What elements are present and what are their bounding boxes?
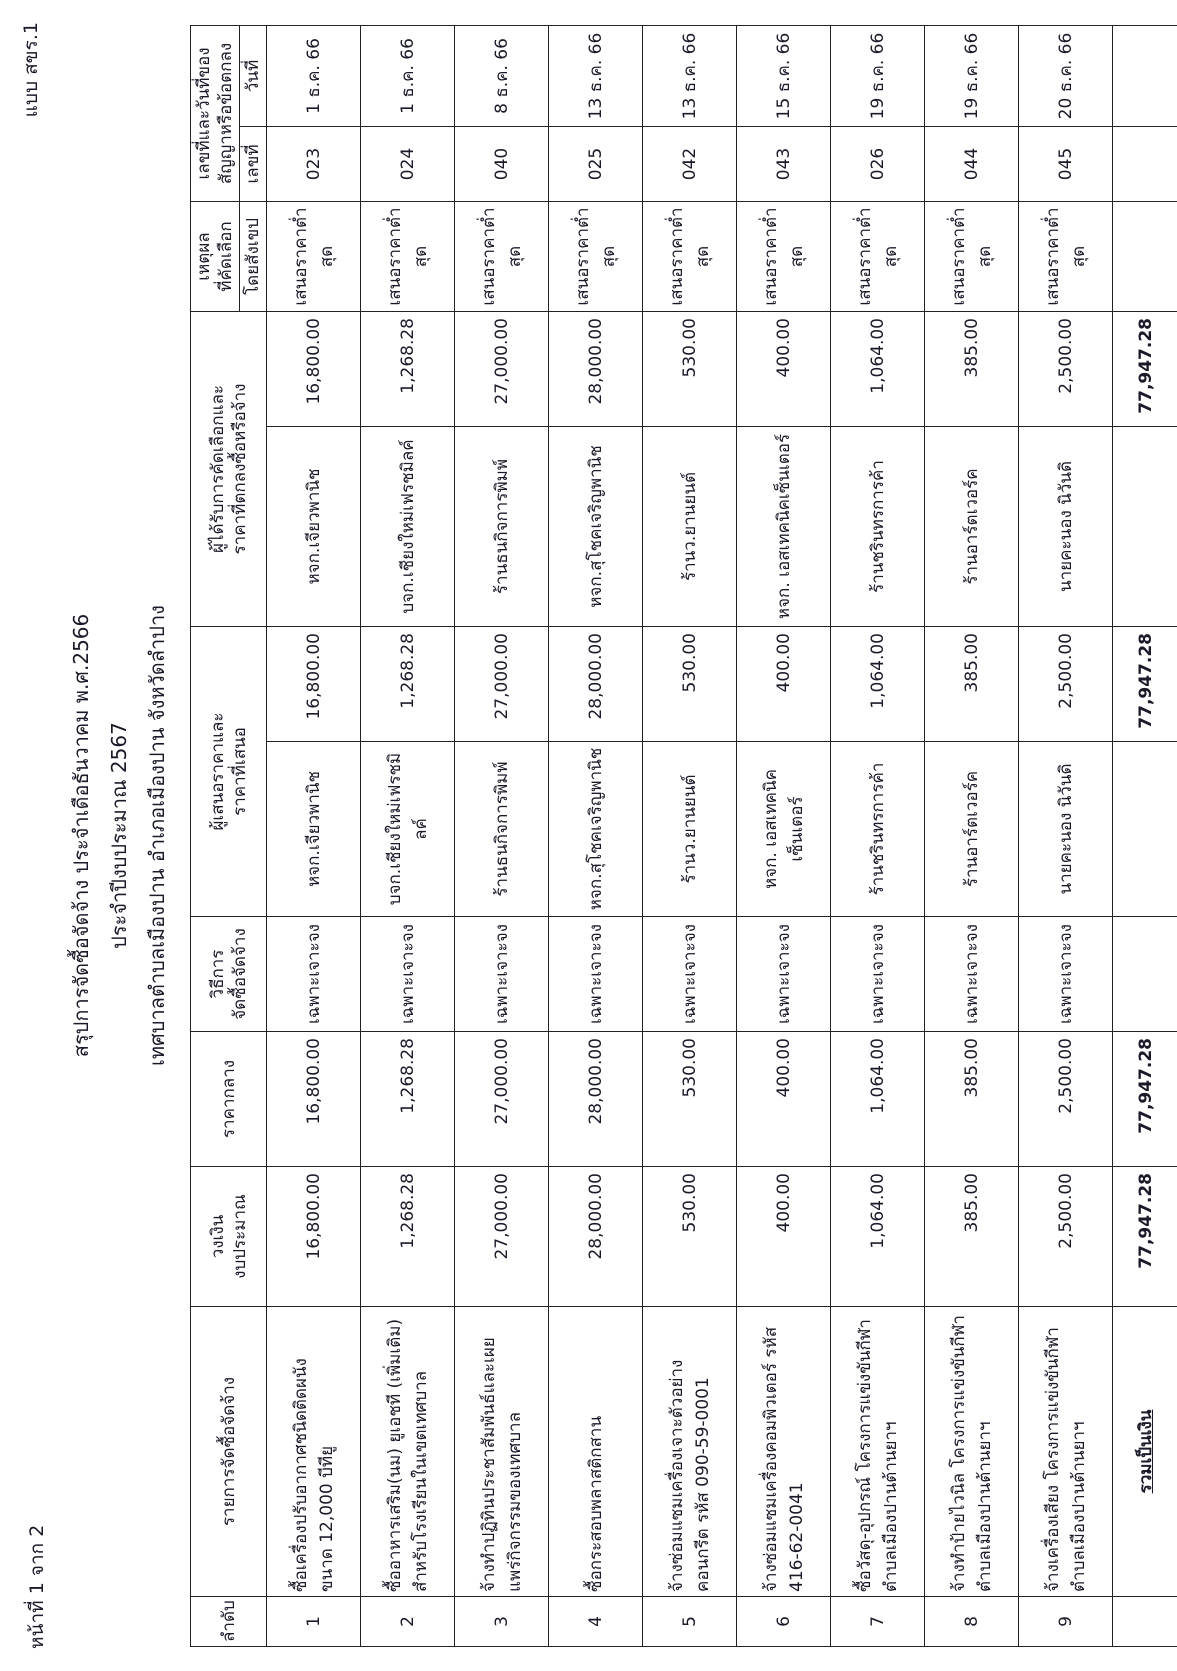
row-win-price: 28,000.00 bbox=[549, 312, 643, 427]
row-winner: หจก.เจียวพานิช bbox=[267, 427, 361, 627]
row-contract-no: 044 bbox=[925, 127, 1019, 202]
table-header-row bbox=[191, 25, 240, 1646]
row-budget: 27,000.00 bbox=[455, 1167, 549, 1307]
row-reason: เสนอราคาต่ำสุด bbox=[925, 202, 1019, 312]
row-method: เฉพาะเจาะจง bbox=[737, 917, 831, 1032]
row-item: ซื้อเครื่องปรับอากาศชนิดติดผนัง ขนาด 12,000 บีทียู bbox=[267, 1307, 361, 1597]
row-bid-price: 400.00 bbox=[737, 627, 831, 742]
row-no: 4 bbox=[549, 1597, 643, 1647]
row-reason: เสนอราคาต่ำสุด bbox=[361, 202, 455, 312]
row-contract-no: 040 bbox=[455, 127, 549, 202]
row-no: 9 bbox=[1019, 1597, 1113, 1647]
row-median: 1,064.00 bbox=[831, 1032, 925, 1167]
row-item: จ้างทำปฏิทินประชาสัมพันธ์และเผยแพร่กิจกรรมของเทศบาล bbox=[455, 1307, 549, 1597]
row-median: 1,268.28 bbox=[361, 1032, 455, 1167]
col-method: วิธีการ จัดซื้อจัดจ้าง bbox=[191, 917, 267, 1032]
total-bid: 77,947.28 bbox=[1113, 627, 1177, 742]
title-line-2: ประจำปีงบประมาณ 2567 bbox=[107, 722, 131, 949]
table-row bbox=[267, 25, 361, 1646]
row-median: 385.00 bbox=[925, 1032, 1019, 1167]
col-budget: วงเงิน งบประมาณ bbox=[191, 1167, 267, 1307]
row-bidder: หจก.สุโชคเจริญพานิช bbox=[549, 742, 643, 917]
row-item: จ้างซ่อมแซมเครื่องคอมพิวเตอร์ รหัส 416-62-0041 bbox=[737, 1307, 831, 1597]
row-win-price: 27,000.00 bbox=[455, 312, 549, 427]
col-reason-sub: โดยสังเขป bbox=[240, 202, 267, 312]
row-median: 28,000.00 bbox=[549, 1032, 643, 1167]
row-bid-price: 2,500.00 bbox=[1019, 627, 1113, 742]
row-reason: เสนอราคาต่ำสุด bbox=[267, 202, 361, 312]
row-method: เฉพาะเจาะจง bbox=[267, 917, 361, 1032]
row-bidder: หจก. เอสเทคนิคเซ็นเตอร์ bbox=[737, 742, 831, 917]
row-win-price: 385.00 bbox=[925, 312, 1019, 427]
row-no: 8 bbox=[925, 1597, 1019, 1647]
row-median: 16,800.00 bbox=[267, 1032, 361, 1167]
row-method: เฉพาะเจาะจง bbox=[361, 917, 455, 1032]
row-contract-no: 042 bbox=[643, 127, 737, 202]
col-reason: เหตุผล ที่คัดเลือก bbox=[191, 202, 240, 312]
form-code: แบบ สขร.1 bbox=[20, 22, 42, 118]
row-method: เฉพาะเจาะจง bbox=[1019, 917, 1113, 1032]
row-contract-no: 043 bbox=[737, 127, 831, 202]
row-median: 27,000.00 bbox=[455, 1032, 549, 1167]
row-method: เฉพาะเจาะจง bbox=[925, 917, 1019, 1032]
row-winner: บจก.เชียงใหม่เฟรชมิลค์ bbox=[361, 427, 455, 627]
row-item: จ้างทำป้ายไวนิล โครงการแข่งขันกีฬาตำบลเมืองปานต้านยาฯ bbox=[925, 1307, 1019, 1597]
row-bidder: ร้านอาร์ตเวอร์ค bbox=[925, 742, 1019, 917]
row-no: 1 bbox=[267, 1597, 361, 1647]
row-date: 19 ธ.ค. 66 bbox=[925, 25, 1019, 126]
row-median: 530.00 bbox=[643, 1032, 737, 1167]
row-contract-no: 026 bbox=[831, 127, 925, 202]
row-bid-price: 16,800.00 bbox=[267, 627, 361, 742]
row-date: 13 ธ.ค. 66 bbox=[549, 25, 643, 126]
row-winner: ร้านธนกิจการพิมพ์ bbox=[455, 427, 549, 627]
row-budget: 530.00 bbox=[643, 1167, 737, 1307]
row-no: 6 bbox=[737, 1597, 831, 1647]
row-budget: 385.00 bbox=[925, 1167, 1019, 1307]
table-row bbox=[1019, 25, 1113, 1646]
row-budget: 400.00 bbox=[737, 1167, 831, 1307]
row-item: ซื้อวัสดุ-อุปกรณ์ โครงการแข่งขันกีฬาตำบลเมืองปานต้านยาฯ bbox=[831, 1307, 925, 1597]
title-line-1: สรุปการจัดซื้อจัดจ้าง ประจำเดือธันวาคม พ.ศ.2566 bbox=[69, 613, 93, 1058]
row-bidder: หจก.เจียวพานิช bbox=[267, 742, 361, 917]
col-contract-no: เลขที่ bbox=[240, 127, 267, 202]
row-win-price: 2,500.00 bbox=[1019, 312, 1113, 427]
row-bidder: ร้านธนกิจการพิมพ์ bbox=[455, 742, 549, 917]
row-contract-no: 025 bbox=[549, 127, 643, 202]
table-row bbox=[361, 25, 455, 1646]
col-no: ลำดับ bbox=[191, 1597, 267, 1647]
row-date: 19 ธ.ค. 66 bbox=[831, 25, 925, 126]
row-reason: เสนอราคาต่ำสุด bbox=[831, 202, 925, 312]
row-bidder: นายคะนอง นิวันดิ bbox=[1019, 742, 1113, 917]
row-median: 2,500.00 bbox=[1019, 1032, 1113, 1167]
row-bid-price: 28,000.00 bbox=[549, 627, 643, 742]
table-row bbox=[549, 25, 643, 1646]
col-item: รายการจัดซื้อจัดจ้าง bbox=[191, 1307, 267, 1597]
row-method: เฉพาะเจาะจง bbox=[643, 917, 737, 1032]
row-bid-price: 530.00 bbox=[643, 627, 737, 742]
row-item: จ้างเครื่องเสียง โครงการแข่งขันกีฬาตำบลเมืองปานต้านยาฯ bbox=[1019, 1307, 1113, 1597]
row-reason: เสนอราคาต่ำสุด bbox=[1019, 202, 1113, 312]
table-row bbox=[643, 25, 737, 1646]
row-win-price: 530.00 bbox=[643, 312, 737, 427]
col-median: ราคากลาง bbox=[191, 1032, 267, 1167]
row-reason: เสนอราคาต่ำสุด bbox=[737, 202, 831, 312]
row-no: 2 bbox=[361, 1597, 455, 1647]
row-win-price: 1,268.28 bbox=[361, 312, 455, 427]
row-win-price: 16,800.00 bbox=[267, 312, 361, 427]
row-bidder: ร้านชรินทรการค้า bbox=[831, 742, 925, 917]
document-title bbox=[62, 0, 176, 1671]
title-line-3: เทศบาลตำบลเมืองปาน อำเภอเมืองปาน จังหวัดลำปาง bbox=[145, 605, 169, 1066]
col-bidder: ผู้เสนอราคาและ ราคาที่เสนอ bbox=[191, 627, 267, 917]
table-row bbox=[737, 25, 831, 1646]
row-win-price: 1,064.00 bbox=[831, 312, 925, 427]
row-budget: 1,064.00 bbox=[831, 1167, 925, 1307]
table-body bbox=[267, 25, 1113, 1646]
row-contract-no: 024 bbox=[361, 127, 455, 202]
row-bid-price: 27,000.00 bbox=[455, 627, 549, 742]
col-contract-date: วันที่ bbox=[240, 25, 267, 126]
row-winner: นายคะนอง นิวันดิ bbox=[1019, 427, 1113, 627]
row-budget: 28,000.00 bbox=[549, 1167, 643, 1307]
row-winner: หจก. เอสเทคนิคเซ็นเตอร์ bbox=[737, 427, 831, 627]
row-bid-price: 1,268.28 bbox=[361, 627, 455, 742]
row-winner: ร้านชรินทรการค้า bbox=[831, 427, 925, 627]
col-winner: ผู้ได้รับการคัดเลือกและ ราคาที่ตกลงซื้อหรือจ้าง bbox=[191, 312, 267, 627]
row-no: 7 bbox=[831, 1597, 925, 1647]
row-winner: ร้านอาร์ตเวอร์ค bbox=[925, 427, 1019, 627]
row-bid-price: 1,064.00 bbox=[831, 627, 925, 742]
table-row bbox=[925, 25, 1019, 1646]
row-budget: 16,800.00 bbox=[267, 1167, 361, 1307]
total-median: 77,947.28 bbox=[1113, 1032, 1177, 1167]
total-budget: 77,947.28 bbox=[1113, 1167, 1177, 1307]
row-bid-price: 385.00 bbox=[925, 627, 1019, 742]
row-date: 1 ธ.ค. 66 bbox=[267, 25, 361, 126]
row-date: 15 ธ.ค. 66 bbox=[737, 25, 831, 126]
row-winner: หจก.สุโชคเจริญพานิช bbox=[549, 427, 643, 627]
page-number: หน้าที่ 1 จาก 2 bbox=[26, 1524, 48, 1649]
row-reason: เสนอราคาต่ำสุด bbox=[643, 202, 737, 312]
row-item: ซื้อกระสอบพลาสติกสาน bbox=[549, 1307, 643, 1597]
row-date: 8 ธ.ค. 66 bbox=[455, 25, 549, 126]
row-no: 3 bbox=[455, 1597, 549, 1647]
row-budget: 1,268.28 bbox=[361, 1167, 455, 1307]
row-budget: 2,500.00 bbox=[1019, 1167, 1113, 1307]
row-bidder: บจก.เชียงใหม่เฟรชมิลค์ bbox=[361, 742, 455, 917]
row-contract-no: 023 bbox=[267, 127, 361, 202]
row-method: เฉพาะเจาะจง bbox=[549, 917, 643, 1032]
total-label: รวมเป็นเงิน bbox=[1113, 1307, 1177, 1597]
row-contract-no: 045 bbox=[1019, 127, 1113, 202]
total-row bbox=[1113, 25, 1177, 1646]
row-method: เฉพาะเจาะจง bbox=[455, 917, 549, 1032]
table-row bbox=[831, 25, 925, 1646]
row-date: 1 ธ.ค. 66 bbox=[361, 25, 455, 126]
row-method: เฉพาะเจาะจง bbox=[831, 917, 925, 1032]
col-contract: เลขที่และวันที่ของ สัญญาหรือข้อตกลง bbox=[191, 25, 240, 201]
row-winner: ร้านว.ยานยนต์ bbox=[643, 427, 737, 627]
procurement-table bbox=[190, 25, 1177, 1647]
row-no: 5 bbox=[643, 1597, 737, 1647]
row-reason: เสนอราคาต่ำสุด bbox=[549, 202, 643, 312]
row-item: จ้างซ่อมแซมเครื่องเจาะตัวอย่างคอนกรีต รหัส 090-59-0001 bbox=[643, 1307, 737, 1597]
table-row bbox=[455, 25, 549, 1646]
row-reason: เสนอราคาต่ำสุด bbox=[455, 202, 549, 312]
row-item: ซื้ออาหารเสริม(นม) ยูเอชที (เพิ่มเติม) สำหรับโรงเรียนในเขตเทศบาล bbox=[361, 1307, 455, 1597]
row-median: 400.00 bbox=[737, 1032, 831, 1167]
total-win: 77,947.28 bbox=[1113, 312, 1177, 427]
row-bidder: ร้านว.ยานยนต์ bbox=[643, 742, 737, 917]
row-date: 13 ธ.ค. 66 bbox=[643, 25, 737, 126]
row-win-price: 400.00 bbox=[737, 312, 831, 427]
row-date: 20 ธ.ค. 66 bbox=[1019, 25, 1113, 126]
